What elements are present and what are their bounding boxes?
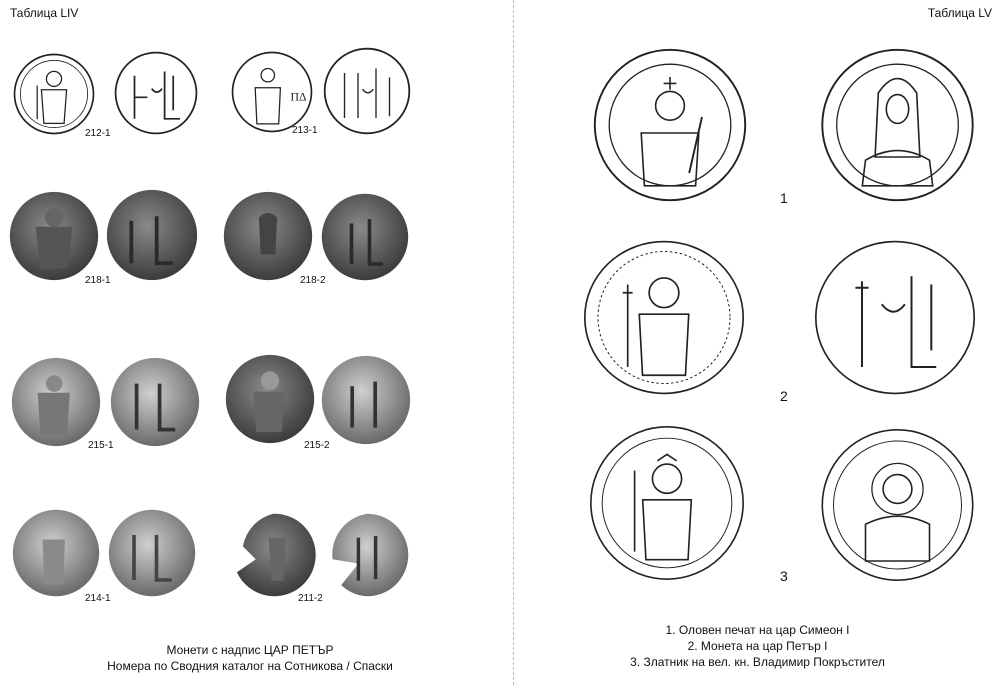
coin-label: 218-1: [85, 275, 111, 286]
coin-211-2-reverse: [322, 512, 412, 598]
seal-simeon-obverse: [585, 45, 755, 205]
zlatnik-vladimir-reverse: [815, 425, 980, 585]
left-caption-line2: Номера по Сводния каталог на Сотникова / Спаски: [107, 659, 393, 673]
coin-petar-reverse: [810, 235, 980, 400]
seal-simeon-reverse: [815, 45, 980, 205]
coin-215-1-obverse: [10, 356, 102, 448]
coin-label: 213-1: [292, 125, 318, 136]
coin-211-2-obverse: [228, 512, 318, 598]
coin-petar-obverse: [575, 235, 753, 400]
left-page-title: Таблица LIV: [10, 6, 79, 20]
coin-label: 215-2: [304, 440, 330, 451]
coin-218-2-obverse: [222, 190, 314, 282]
right-page-title: Таблица LV: [927, 6, 992, 20]
coin-215-2-reverse: [320, 354, 412, 446]
coin-212-1-obverse: [8, 52, 100, 136]
left-caption-line1: Монети с надпис ЦАР ПЕТЪР: [166, 643, 334, 657]
coin-218-1-obverse: [8, 190, 100, 282]
coin-212-1-reverse: [108, 50, 204, 136]
right-caption-line: 3. Златник на вел. кн. Владимир Покръстител: [630, 655, 885, 669]
left-caption: [0, 642, 500, 674]
coin-214-1-obverse: [10, 508, 102, 598]
right-page: [515, 0, 1000, 685]
coin-213-1-reverse: [322, 46, 412, 136]
coin-215-1-reverse: [108, 356, 202, 448]
right-caption-line: 1. Оловен печат на цар Симеон I: [665, 623, 850, 637]
coin-label: 212-1: [85, 128, 111, 139]
zlatnik-vladimir-obverse: [583, 422, 751, 584]
coin-label: 218-2: [300, 275, 326, 286]
svg-text:ΠΔ: ΠΔ: [290, 90, 307, 104]
coin-label: 211-2: [298, 593, 323, 604]
coin-214-1-reverse: [106, 508, 198, 598]
coin-215-2-obverse: [224, 352, 316, 446]
coin-218-1-reverse: [104, 188, 200, 282]
right-caption-line: 2. Монета на цар Петър I: [687, 639, 828, 653]
plate-number: 3: [780, 568, 788, 584]
plate-number: 2: [780, 388, 788, 404]
coin-213-1-obverse: [230, 48, 314, 136]
coin-label: 214-1: [85, 593, 111, 604]
coin-label: 215-1: [88, 440, 114, 451]
right-caption: [515, 622, 1000, 670]
coin-218-2-reverse: [320, 192, 410, 282]
plate-number: 1: [780, 190, 788, 206]
